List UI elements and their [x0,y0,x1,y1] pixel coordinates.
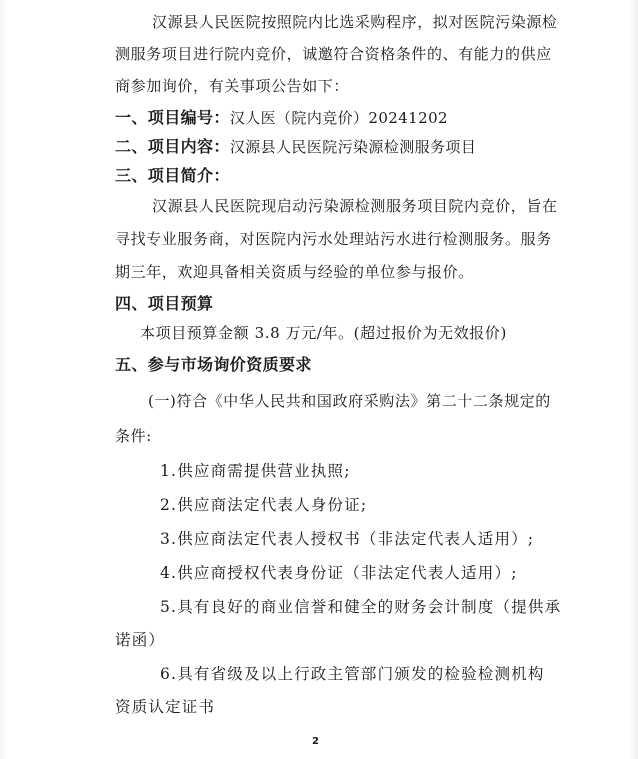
requirement-item: 4.供应商授权代表身份证（非法定代表人适用）; [160,564,518,582]
section-5-heading: 五、参与市场询价资质要求 [115,355,312,374]
requirement-item: 1.供应商需提供营业执照; [160,462,351,480]
requirement-item-continuation: 诺函） [115,631,166,649]
section-1-heading: 一、项目编号： [115,108,230,127]
requirement-item: 3.供应商法定代表人授权书（非法定代表人适用）; [160,530,535,548]
section-3-line-2: 寻找专业服务商，对医院内污水处理站污水进行检测服务。服务 [115,230,552,248]
intro-line-3: 商参加询价，有关事项公告如下： [115,77,350,95]
section-4-heading: 四、项目预算 [115,294,214,313]
section-3-line-3: 期三年，欢迎具备相关资质与经验的单位参与报价。 [115,263,474,281]
project-content: 汉源县人民医院污染源检测服务项目 [229,138,477,156]
section-3-heading: 三、项目简介： [115,166,230,185]
section-3-line-1: 汉源县人民医院现启动污染源检测服务项目院内竞价，旨在 [152,197,558,215]
requirement-item: 5.具有良好的商业信誉和健全的财务会计制度（提供承 [160,598,562,616]
project-number: 汉人医（院内竞价）20241202 [229,109,448,127]
budget-line: 本项目预算金额 3.8 万元/年。(超过报价为无效报价) [140,324,507,342]
intro-line-2: 测服务项目进行院内竞价，诚邀符合资格条件的、有能力的供应 [115,45,552,63]
section-5-sub-1-line-2: 条件: [115,427,152,445]
intro-line-1: 汉源县人民医院按照院内比选采购程序，拟对医院污染源检 [152,13,558,31]
page-number: 2 [312,736,319,747]
section-2-heading: 二、项目内容： [115,137,230,156]
requirement-item: 6.具有省级及以上行政主管部门颁发的检验检测机构 [160,665,545,683]
requirement-item-continuation: 资质认定证书 [115,698,216,716]
section-5-sub-1-line-1: (一)符合《中华人民共和国政府采购法》第二十二条规定的 [148,392,551,410]
requirement-item: 2.供应商法定代表人身份证; [160,496,368,514]
section-1 [115,108,448,128]
section-2 [115,137,476,157]
